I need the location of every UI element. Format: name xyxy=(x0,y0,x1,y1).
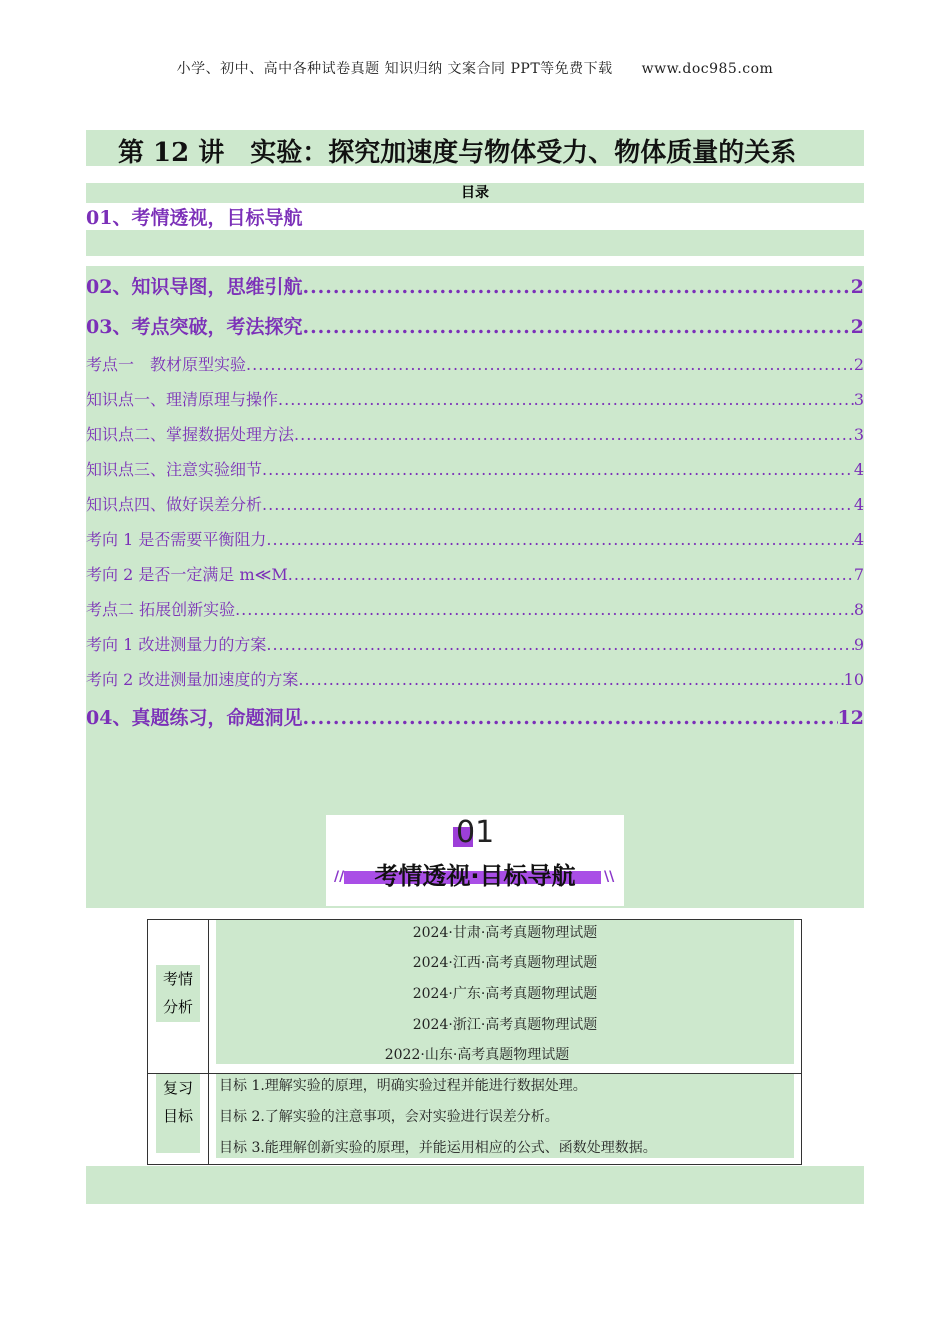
badge-label: 考情透视·目标导航 xyxy=(374,862,576,890)
toc-page-number: 8 xyxy=(853,600,864,619)
exam-item: 2024·广东·高考真题物理试题 xyxy=(412,986,598,1002)
backslash-decoration-icon: \\ xyxy=(604,869,615,885)
toc-entry-kaodian-1[interactable] xyxy=(86,352,864,375)
toc-entry-zhishi-3[interactable] xyxy=(86,457,864,480)
toc-page-number: 4 xyxy=(853,530,864,549)
toc-entry-04[interactable] xyxy=(86,703,864,730)
toc-page-number: 4 xyxy=(853,460,864,479)
toc-heading: 目录 xyxy=(86,183,864,203)
toc-entry-kaoxiang-2b[interactable] xyxy=(86,667,864,690)
toc-bg-1 xyxy=(86,230,864,256)
exam-item: 2024·甘肃·高考真题物理试题 xyxy=(412,925,598,941)
header-text: 小学、初中、高中各种试卷真题 知识归纳 文案合同 PPT等免费下载 xyxy=(176,61,613,77)
row-label-analysis: 考情 分析 xyxy=(156,965,200,1022)
bottom-green-band xyxy=(86,1166,864,1204)
toc-entry-label: 知识点三、注意实验细节 xyxy=(86,460,263,479)
toc-entry-label: 知识点四、做好误差分析 xyxy=(86,495,263,514)
toc-entry-02[interactable] xyxy=(86,272,864,299)
toc-entry-label: 02、知识导图，思维引航 xyxy=(86,276,303,298)
toc-page-number: 12 xyxy=(837,707,864,729)
page-title: 第 12 讲 实验：探究加速度与物体受力、物体质量的关系 xyxy=(118,138,797,168)
toc-page-number: 7 xyxy=(853,565,864,584)
toc-entry-kaoxiang-2a[interactable] xyxy=(86,562,864,585)
toc-page-number: 4 xyxy=(853,495,864,514)
toc-page-number: 3 xyxy=(853,425,864,444)
toc-entry-label: 考点一 教材原型实验 xyxy=(86,355,247,374)
page-header xyxy=(0,58,950,78)
goal-item: 目标 2.了解实验的注意事项，会对实验进行误差分析。 xyxy=(219,1109,559,1125)
toc-page-number: 2 xyxy=(850,316,864,338)
toc-entry-label: 03、考点突破，考法探究 xyxy=(86,316,303,338)
header-site-link[interactable]: www.doc985.com xyxy=(641,61,774,77)
exam-item: 2024·江西·高考真题物理试题 xyxy=(412,955,598,971)
section-badge xyxy=(326,815,624,906)
toc-entry-kaoxiang-1a[interactable] xyxy=(86,527,864,550)
toc-entry-label: 考向 2 是否一定满足 m≪M xyxy=(86,565,288,584)
toc-entry-label: 考点二 拓展创新实验 xyxy=(86,600,236,619)
toc-page-number: 2 xyxy=(850,276,864,298)
toc-page-number: 10 xyxy=(843,670,864,689)
title-bar xyxy=(86,130,864,166)
toc-page-number: 3 xyxy=(853,390,864,409)
toc-page-number: 2 xyxy=(853,355,864,374)
toc-entry-label: 知识点二、掌握数据处理方法 xyxy=(86,425,295,444)
exam-item: 2022·山东·高考真题物理试题 xyxy=(384,1047,570,1063)
goal-item: 目标 1.理解实验的原理，明确实验过程并能进行数据处理。 xyxy=(219,1078,587,1094)
toc-entry-kaodian-2[interactable] xyxy=(86,597,864,620)
row-label-goals: 复习 目标 xyxy=(156,1074,200,1153)
goal-item: 目标 3.能理解创新实验的原理，并能运用相应的公式、函数处理数据。 xyxy=(219,1140,657,1156)
toc-entry-01[interactable] xyxy=(86,205,326,232)
toc-entry-zhishi-2[interactable] xyxy=(86,422,864,445)
slash-decoration-icon: // xyxy=(334,869,345,885)
toc-entry-label: 考向 1 是否需要平衡阻力 xyxy=(86,530,267,549)
exam-goals-table xyxy=(147,919,802,1165)
toc-entry-label: 01、考情透视，目标导航 xyxy=(86,207,303,229)
exam-item: 2024·浙江·高考真题物理试题 xyxy=(412,1017,598,1033)
toc-entry-label: 知识点一、理清原理与操作 xyxy=(86,390,279,409)
toc-entry-label: 04、真题练习，命题洞见 xyxy=(86,707,303,729)
badge-number: 01 xyxy=(456,815,495,850)
toc-entry-kaoxiang-1b[interactable] xyxy=(86,632,864,655)
toc-entry-label: 考向 2 改进测量加速度的方案 xyxy=(86,670,299,689)
toc-entry-zhishi-4[interactable] xyxy=(86,492,864,515)
toc-page-number: 9 xyxy=(853,635,864,654)
toc-entry-zhishi-1[interactable] xyxy=(86,387,864,410)
toc-entry-label: 考向 1 改进测量力的方案 xyxy=(86,635,267,654)
toc-entry-03[interactable] xyxy=(86,312,864,339)
